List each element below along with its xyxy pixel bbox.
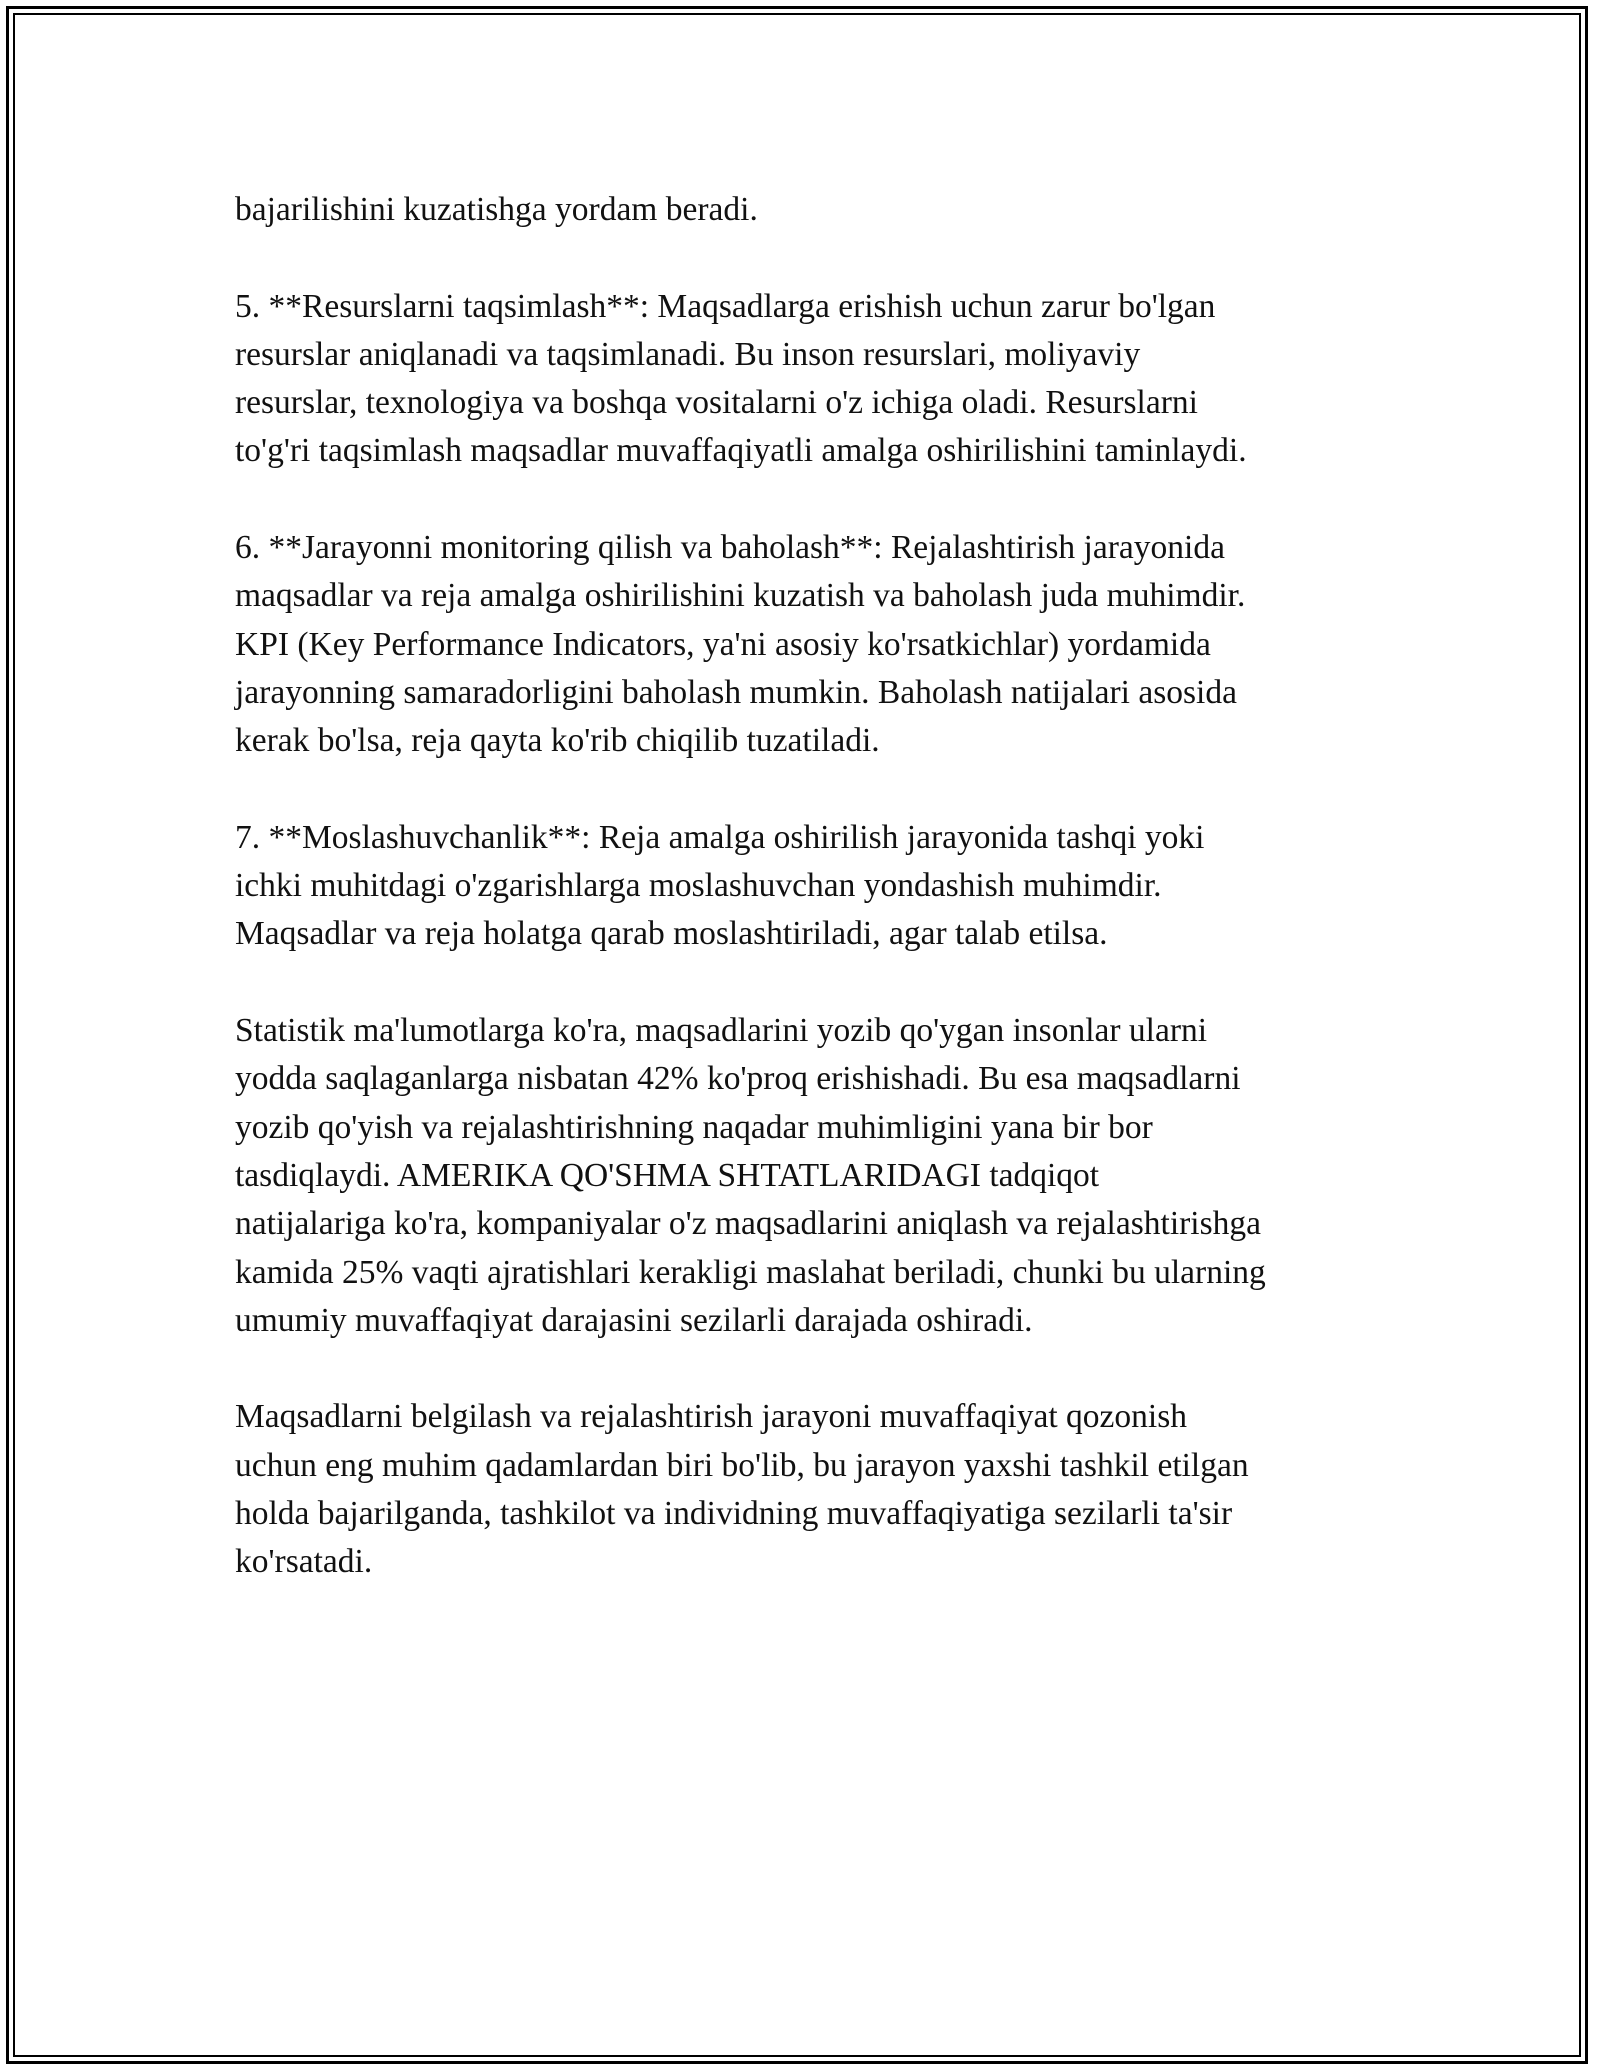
- text-line: umumiy muvaffaqiyat darajasini sezilarli darajada oshiradi.: [235, 1301, 1033, 1339]
- text-line: yozib qo'yish va rejalashtirishning naqadar muhimligini yana bir bor: [235, 1108, 1153, 1146]
- paragraph-statistics: [235, 1007, 1395, 1345]
- text-line: kerak bo'lsa, reja qayta ko'rib chiqilib tuzatiladi.: [235, 722, 880, 760]
- document-body: [235, 186, 1395, 1635]
- text-line: ichki muhitdagi o'zgarishlarga moslashuvchan yondashish muhimdir.: [235, 867, 1162, 905]
- text-line: jarayonning samaradorligini baholash mumkin. Baholash natijalari asosida: [235, 673, 1237, 711]
- text-line: natijalariga ko'ra, kompaniyalar o'z maqsadlarini aniqlash va rejalashtirishga: [235, 1205, 1262, 1243]
- text-line: 6. **Jarayonni monitoring qilish va baholash**: Rejalashtirish jarayonida: [235, 529, 1225, 567]
- text-line: 5. **Resurslarni taqsimlash**: Maqsadlarga erishish uchun zarur bo'lgan: [235, 287, 1216, 325]
- text-line: resurslar, texnologiya va boshqa vositalarni o'z ichiga oladi. Resurslarni: [235, 384, 1198, 422]
- text-line: tasdiqlaydi. AMERIKA QO'SHMA SHTATLARIDAGI tadqiqot: [235, 1156, 1100, 1194]
- text-line: resurslar aniqlanadi va taqsimlanadi. Bu inson resurslari, moliyaviy: [235, 335, 1141, 373]
- text-line: yodda saqlaganlarga nisbatan 42% ko'proq erishishadi. Bu esa maqsadlarni: [235, 1060, 1241, 1098]
- text-line: to'g'ri taqsimlash maqsadlar muvaffaqiyatli amalga oshirilishini taminlaydi.: [235, 432, 1247, 470]
- text-line: maqsadlar va reja amalga oshirilishini kuzatish va baholash juda muhimdir.: [235, 577, 1246, 615]
- text-line: 7. **Moslashuvchanlik**: Reja amalga oshirilish jarayonida tashqi yoki: [235, 818, 1205, 856]
- text-line: kamida 25% vaqti ajratishlari kerakligi maslahat beriladi, chunki bu ularning: [235, 1253, 1266, 1291]
- paragraph-item-6: [235, 524, 1395, 765]
- paragraph-continuation: [235, 186, 1395, 234]
- paragraph-conclusion: [235, 1393, 1395, 1586]
- text-line: Maqsadlar va reja holatga qarab moslashtiriladi, agar talab etilsa.: [235, 915, 1108, 953]
- text-line: Maqsadlarni belgilash va rejalashtirish jarayoni muvaffaqiyat qozonish: [235, 1398, 1188, 1436]
- text-line: uchun eng muhim qadamlardan biri bo'lib, bu jarayon yaxshi tashkil etilgan: [235, 1446, 1249, 1484]
- text-line: ko'rsatadi.: [235, 1543, 373, 1581]
- text-line: Statistik ma'lumotlarga ko'ra, maqsadlarini yozib qo'ygan insonlar ularni: [235, 1012, 1208, 1050]
- paragraph-item-5: [235, 283, 1395, 476]
- text-line: holda bajarilganda, tashkilot va individning muvaffaqiyatiga sezilarli ta'sir: [235, 1495, 1233, 1533]
- paragraph-item-7: [235, 814, 1395, 959]
- text-line: KPI (Key Performance Indicators, ya'ni asosiy ko'rsatkichlar) yordamida: [235, 625, 1211, 663]
- text-line: bajarilishini kuzatishga yordam beradi.: [235, 191, 758, 228]
